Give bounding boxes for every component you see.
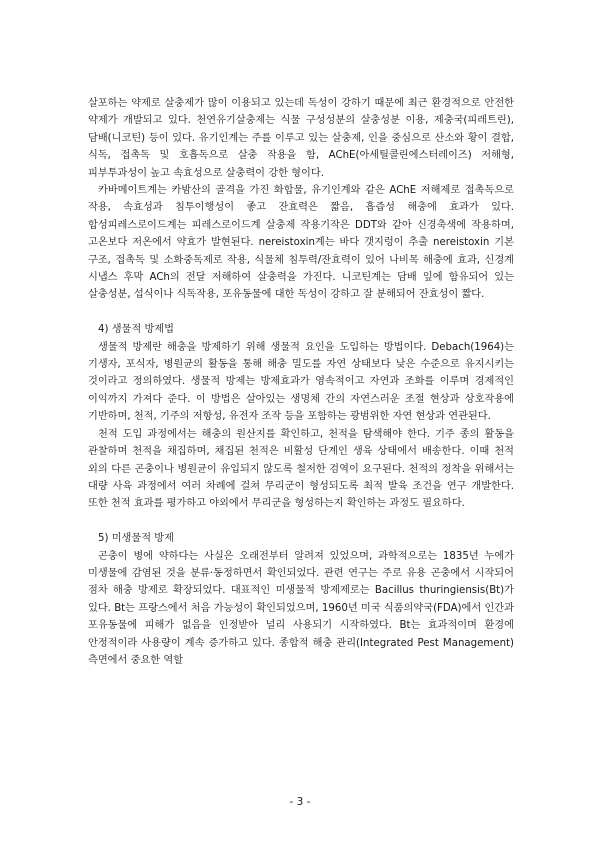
paragraph-organophosphate: 살포하는 약제로 살충제가 많이 이용되고 있는데 독성이 강하기 때문에 최근 환경적으로 안전한 약제가 개발되고 있다. 천연유기살충제는 식물 구성성분의 살충성분 이용, 제충국(피레트린), 담배(니코틴) 등이 있다. 유기인계는 주를 이루고 있는 살충제, 인을 중심으로 산소와 황이 결합, 식독, 접촉독 및 호흡독으로 살충 작용을 함, AChE(아세틸콜린에스터레이즈) 저해형, 피부투과성이 높고 속효성으로 살충력이 강한 형이다. [88,98,514,179]
page-body [88,95,514,669]
section-spacer [88,513,514,530]
section-heading-microbial-control: 5) 미생물적 방제 [98,533,174,545]
page-number: - 3 - [289,796,311,808]
paragraph-biological-definition: 생물적 방제란 해충을 방제하기 위해 생물적 요인을 도입하는 방법이다. Debach(1964)는 기생자, 포식자, 병원균의 활동을 통해 해충 밀도를 자연 상태보다 낮은 수준으로 유지시키는 것이라고 정의하였다. 생물적 방제는 방제효과가 영속적이고 자연과 조화를 이루며 경제적인 이익까지 가져다 준다. 이 방법은 살아있는 생명체 간의 자연스러운 조절 현상과 상호작용에 기반하며, 천적, 기주의 저항성, 유전자 조작 등을 포함하는 광범위한 자연 현상과 연관된다. [88,341,514,423]
paragraph-microbial-control: 곤충이 병에 약하다는 사실은 오래전부터 알려져 있었으며, 과학적으로는 1835년 누에가 미생물에 감염된 것을 분류·동정하면서 확인되었다. 관련 연구는 주로 유용 곤충에서 시작되어 점차 해충 방제로 확장되었다. 대표적인 미생물적 방제제로는 Bacillus thuringiensis(Bt)가 있다. Bt는 프랑스에서 처음 가능성이 확인되었으며, 1960년 미국 식품의약국(FDA)에서 인간과 포유동물에 피해가 없음을 인정받아 널리 사용되기 시작하였다. Bt는 효과적이며 환경에 안정적이라 사용량이 계속 증가하고 있다. 종합적 해충 관리(Integrated Pest Management) 측면에서 중요한 역할 [88,550,514,666]
section-heading-biological-control: 4) 생물적 방제법 [98,324,174,336]
paragraph-natural-enemy-introduction: 천적 도입 과정에서는 해충의 원산지를 확인하고, 천적을 탐색해야 한다. 기주 종의 활동을 관찰하며 천적을 채집하며, 채집된 천적은 비활성 단계인 생육 상태에서 배송한다. 이때 천적 외의 다른 곤충이나 병원균이 유입되지 않도록 철저한 검역이 요구된다. 천적의 정착을 위해서는 대량 사육 과정에서 여러 차례에 걸쳐 무리군이 형성되도록 최적 발육 조건을 연구 개발한다. 또한 천적 효과를 평가하고 야외에서 무리군을 형성하는지 확인하는 과정도 필요하다. [88,428,514,510]
section-spacer [88,304,514,321]
paragraph-carbamate: 카바메이트계는 카밤산의 골격을 가진 화합물, 유기인계와 같은 AChE 저해제로 접촉독으로 작용, 속효성과 침투이행성이 좋고 잔효력은 짧음, 흡즙성 해충에 효과가 있다. 합성피레스로이드계는 피레스로이드계 살충제 작용기작은 DDT와 같아 신경축색에 작용하며, 고온보다 저온에서 약효가 발현된다. nereistoxin계는 바다 갯지렁이 추출 nereistoxin 기본 구조, 접촉독 및 소화중독제로 작용, 식물체 침투력/잔효력이 있어 나비목 해충에 효과, 신경계 시냅스 후막 ACh의 전달 저해하여 살충력을 가진다. 니코틴계는 담배 잎에 함유되어 있는 살충성분, 섭식이나 식독작용, 포유동물에 대한 독성이 강하고 잘 분해되어 잔효성이 짧다. [88,185,514,301]
